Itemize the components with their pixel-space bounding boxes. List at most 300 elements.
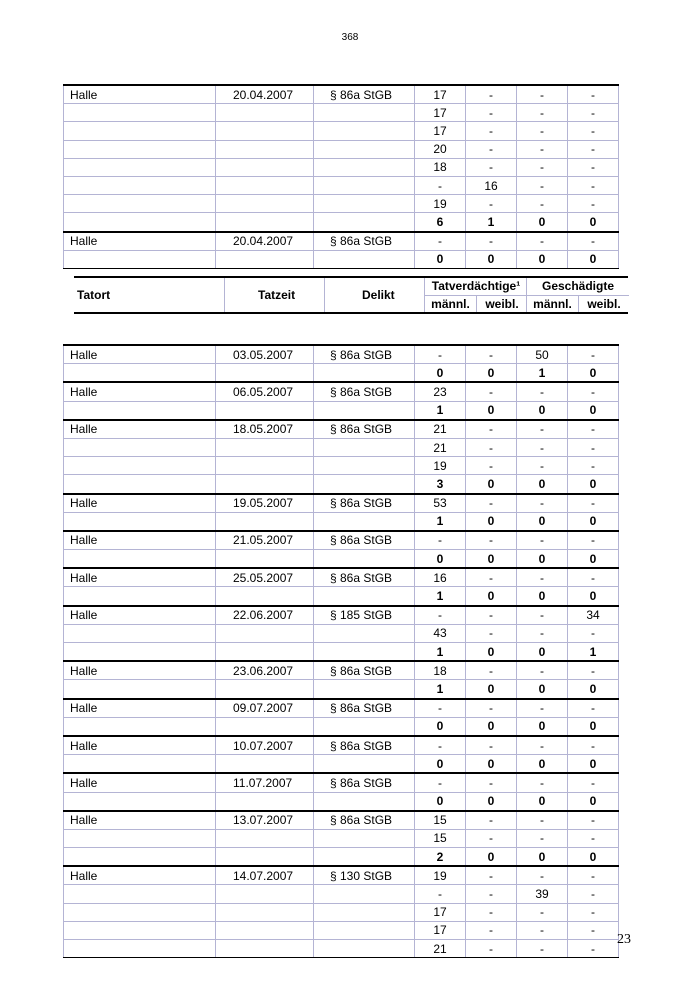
tatzeit-cell <box>216 213 314 232</box>
g-maennl-cell: 0 <box>517 587 568 606</box>
tatort-cell <box>64 364 216 383</box>
tv-weibl-cell: - <box>466 624 517 642</box>
tatzeit-cell <box>216 195 314 213</box>
g-maennl-cell: - <box>517 829 568 847</box>
g-maennl-cell: - <box>517 122 568 140</box>
tv-maennl-cell: 17 <box>415 122 466 140</box>
table-row <box>64 587 619 606</box>
g-maennl-cell: 0 <box>517 401 568 420</box>
g-maennl-cell: - <box>517 195 568 213</box>
delikt-cell: § 86a StGB <box>314 811 415 830</box>
header-tv-maennl: männl. <box>425 295 476 312</box>
tv-weibl-cell: 0 <box>466 401 517 420</box>
table-row <box>64 568 619 587</box>
tv-maennl-cell: 18 <box>415 661 466 680</box>
g-weibl-cell: - <box>568 866 619 885</box>
table-row <box>64 140 619 158</box>
tatort-cell: Halle <box>64 568 216 587</box>
tv-maennl-cell: 53 <box>415 494 466 513</box>
incident-table-main <box>63 344 619 958</box>
tv-weibl-cell: - <box>466 736 517 755</box>
tatort-cell <box>64 457 216 475</box>
tv-weibl-cell: 0 <box>466 643 517 662</box>
table-row <box>64 550 619 569</box>
tv-weibl-cell: 0 <box>466 364 517 383</box>
tv-maennl-cell: - <box>415 606 466 625</box>
incident-table-main-body <box>64 345 619 958</box>
g-weibl-cell: - <box>568 122 619 140</box>
header-tatort: Tatort <box>77 288 111 302</box>
tv-weibl-cell: 0 <box>466 680 517 699</box>
tatort-cell: Halle <box>64 736 216 755</box>
table-row <box>64 232 619 251</box>
table-row <box>64 792 619 811</box>
g-maennl-cell: 0 <box>517 475 568 494</box>
table-row <box>64 195 619 213</box>
tv-maennl-cell: 3 <box>415 475 466 494</box>
tatzeit-cell <box>216 512 314 531</box>
tatzeit-cell: 03.05.2007 <box>216 345 314 364</box>
tatzeit-cell <box>216 921 314 939</box>
header-g-maennl: männl. <box>527 295 578 312</box>
table-row <box>64 661 619 680</box>
tatzeit-cell <box>216 158 314 176</box>
tv-weibl-cell: - <box>466 494 517 513</box>
g-maennl-cell: - <box>517 866 568 885</box>
page-number-top: 368 <box>341 32 359 43</box>
delikt-cell <box>314 940 415 958</box>
g-weibl-cell: - <box>568 624 619 642</box>
header-delikt-cell <box>324 278 424 312</box>
tatzeit-cell: 13.07.2007 <box>216 811 314 830</box>
tv-maennl-cell: 17 <box>415 85 466 104</box>
table-row <box>64 680 619 699</box>
tv-weibl-cell: - <box>466 829 517 847</box>
tv-maennl-cell: 17 <box>415 104 466 122</box>
g-weibl-cell: - <box>568 699 619 718</box>
g-maennl-cell: - <box>517 531 568 550</box>
g-weibl-cell: - <box>568 903 619 921</box>
g-weibl-cell: - <box>568 85 619 104</box>
tv-weibl-cell: - <box>466 885 517 903</box>
tv-weibl-cell: - <box>466 85 517 104</box>
tv-weibl-cell: 0 <box>466 792 517 811</box>
tatzeit-cell <box>216 250 314 268</box>
tv-weibl-cell: - <box>466 531 517 550</box>
tatzeit-cell <box>216 176 314 194</box>
tv-weibl-cell: - <box>466 940 517 958</box>
tv-weibl-cell: 16 <box>466 176 517 194</box>
tv-maennl-cell: 15 <box>415 829 466 847</box>
tatzeit-cell <box>216 104 314 122</box>
header-delikt: Delikt <box>362 288 395 302</box>
g-maennl-cell: - <box>517 176 568 194</box>
tv-weibl-cell: - <box>466 195 517 213</box>
tv-weibl-cell: - <box>466 122 517 140</box>
tatzeit-cell: 22.06.2007 <box>216 606 314 625</box>
tv-maennl-cell: 21 <box>415 940 466 958</box>
tv-weibl-cell: - <box>466 420 517 439</box>
table-row <box>64 438 619 456</box>
g-maennl-cell: 0 <box>517 550 568 569</box>
g-maennl-cell: - <box>517 568 568 587</box>
tv-maennl-cell: 1 <box>415 587 466 606</box>
delikt-cell <box>314 213 415 232</box>
table-row <box>64 885 619 903</box>
delikt-cell: § 86a StGB <box>314 420 415 439</box>
table-row <box>64 606 619 625</box>
g-weibl-cell: 0 <box>568 587 619 606</box>
delikt-cell: § 86a StGB <box>314 531 415 550</box>
tatort-cell <box>64 475 216 494</box>
delikt-cell: § 86a StGB <box>314 736 415 755</box>
tv-weibl-cell: 0 <box>466 848 517 867</box>
table-row <box>64 773 619 792</box>
tv-maennl-cell: 0 <box>415 364 466 383</box>
tatzeit-cell <box>216 122 314 140</box>
g-maennl-cell: 50 <box>517 345 568 364</box>
g-maennl-cell: - <box>517 494 568 513</box>
g-weibl-cell: - <box>568 345 619 364</box>
g-weibl-cell: - <box>568 921 619 939</box>
tatzeit-cell: 20.04.2007 <box>216 85 314 104</box>
g-maennl-cell: - <box>517 903 568 921</box>
tatort-cell <box>64 885 216 903</box>
tatzeit-cell: 06.05.2007 <box>216 382 314 401</box>
table-row <box>64 176 619 194</box>
tatzeit-cell: 19.05.2007 <box>216 494 314 513</box>
tatort-cell <box>64 829 216 847</box>
tatort-cell: Halle <box>64 661 216 680</box>
tatort-cell: Halle <box>64 811 216 830</box>
header-tv-weibl: weibl. <box>476 295 527 312</box>
g-weibl-cell: 0 <box>568 792 619 811</box>
g-maennl-cell: 0 <box>517 848 568 867</box>
tv-maennl-cell: 6 <box>415 213 466 232</box>
tatort-cell <box>64 755 216 774</box>
g-weibl-cell: 0 <box>568 717 619 736</box>
delikt-cell <box>314 438 415 456</box>
delikt-cell: § 86a StGB <box>314 345 415 364</box>
tv-weibl-cell: - <box>466 773 517 792</box>
g-maennl-cell: - <box>517 438 568 456</box>
table-row <box>64 420 619 439</box>
tv-maennl-cell: - <box>415 176 466 194</box>
g-weibl-cell: - <box>568 232 619 251</box>
delikt-cell: § 86a StGB <box>314 382 415 401</box>
g-maennl-cell: - <box>517 85 568 104</box>
tv-weibl-cell: 0 <box>466 717 517 736</box>
header-geschaedigte-group <box>526 278 628 312</box>
table-row <box>64 85 619 104</box>
table-row <box>64 736 619 755</box>
tatort-cell: Halle <box>64 866 216 885</box>
table-row <box>64 494 619 513</box>
tatzeit-cell: 09.07.2007 <box>216 699 314 718</box>
tatzeit-cell <box>216 140 314 158</box>
delikt-cell: § 86a StGB <box>314 232 415 251</box>
tv-weibl-cell: - <box>466 866 517 885</box>
tv-maennl-cell: 1 <box>415 401 466 420</box>
g-maennl-cell: - <box>517 773 568 792</box>
tv-maennl-cell: 1 <box>415 512 466 531</box>
delikt-cell <box>314 587 415 606</box>
g-maennl-cell: 0 <box>517 755 568 774</box>
g-weibl-cell: 0 <box>568 550 619 569</box>
tatzeit-cell <box>216 717 314 736</box>
tv-maennl-cell: 0 <box>415 717 466 736</box>
tatzeit-cell <box>216 848 314 867</box>
table-row <box>64 643 619 662</box>
delikt-cell <box>314 680 415 699</box>
tatzeit-cell <box>216 885 314 903</box>
tv-maennl-cell: 21 <box>415 438 466 456</box>
header-tatzeit: Tatzeit <box>258 288 296 302</box>
delikt-cell <box>314 550 415 569</box>
tv-maennl-cell: - <box>415 232 466 251</box>
tatort-cell <box>64 401 216 420</box>
tv-maennl-cell: 43 <box>415 624 466 642</box>
g-weibl-cell: 0 <box>568 755 619 774</box>
tv-weibl-cell: - <box>466 568 517 587</box>
g-maennl-cell: - <box>517 811 568 830</box>
tv-maennl-cell: 18 <box>415 158 466 176</box>
table-row <box>64 903 619 921</box>
tatzeit-cell <box>216 587 314 606</box>
tatzeit-cell: 25.05.2007 <box>216 568 314 587</box>
tv-maennl-cell: 23 <box>415 382 466 401</box>
g-maennl-cell: - <box>517 699 568 718</box>
tatort-cell <box>64 512 216 531</box>
g-maennl-cell: - <box>517 382 568 401</box>
g-weibl-cell: 0 <box>568 250 619 268</box>
delikt-cell: § 185 StGB <box>314 606 415 625</box>
g-maennl-cell: 1 <box>517 364 568 383</box>
g-maennl-cell: - <box>517 104 568 122</box>
tv-weibl-cell: - <box>466 345 517 364</box>
tatort-cell <box>64 643 216 662</box>
g-weibl-cell: - <box>568 176 619 194</box>
tv-weibl-cell: 0 <box>466 550 517 569</box>
g-maennl-cell: 0 <box>517 512 568 531</box>
header-geschaedigte: Geschädigte <box>541 279 615 293</box>
delikt-cell: § 86a StGB <box>314 568 415 587</box>
table-row <box>64 811 619 830</box>
tatzeit-cell: 21.05.2007 <box>216 531 314 550</box>
tv-weibl-cell: 0 <box>466 587 517 606</box>
table-row <box>64 940 619 958</box>
delikt-cell: § 86a StGB <box>314 661 415 680</box>
tv-weibl-cell: - <box>466 811 517 830</box>
tv-maennl-cell: 19 <box>415 457 466 475</box>
tv-maennl-cell: - <box>415 345 466 364</box>
tatort-cell <box>64 213 216 232</box>
tv-maennl-cell: - <box>415 773 466 792</box>
tv-weibl-cell: - <box>466 606 517 625</box>
tatort-cell <box>64 158 216 176</box>
g-weibl-cell: - <box>568 420 619 439</box>
delikt-cell <box>314 158 415 176</box>
tv-weibl-cell: - <box>466 382 517 401</box>
table-row <box>64 213 619 232</box>
g-weibl-cell: - <box>568 494 619 513</box>
delikt-cell <box>314 104 415 122</box>
tatzeit-cell <box>216 940 314 958</box>
table-row <box>64 475 619 494</box>
table-row <box>64 401 619 420</box>
delikt-cell <box>314 250 415 268</box>
g-maennl-cell: - <box>517 606 568 625</box>
g-weibl-cell: - <box>568 568 619 587</box>
tatzeit-cell <box>216 364 314 383</box>
table-row <box>64 250 619 268</box>
table-row <box>64 158 619 176</box>
tatort-cell <box>64 250 216 268</box>
delikt-cell <box>314 176 415 194</box>
tv-maennl-cell: 19 <box>415 866 466 885</box>
tatzeit-cell <box>216 475 314 494</box>
tatzeit-cell <box>216 624 314 642</box>
tatzeit-cell <box>216 903 314 921</box>
tatort-cell <box>64 903 216 921</box>
tatort-cell <box>64 104 216 122</box>
table-row <box>64 717 619 736</box>
tatort-cell: Halle <box>64 345 216 364</box>
delikt-cell <box>314 829 415 847</box>
tatort-cell <box>64 438 216 456</box>
g-weibl-cell: - <box>568 773 619 792</box>
tv-weibl-cell: - <box>466 457 517 475</box>
tatzeit-cell <box>216 680 314 699</box>
incident-table-top-body <box>64 85 619 268</box>
g-weibl-cell: 0 <box>568 364 619 383</box>
g-maennl-cell: 0 <box>517 213 568 232</box>
tatort-cell <box>64 195 216 213</box>
tatzeit-cell <box>216 457 314 475</box>
delikt-cell <box>314 512 415 531</box>
tv-maennl-cell: 0 <box>415 755 466 774</box>
tv-maennl-cell: 0 <box>415 792 466 811</box>
header-tatzeit-cell <box>224 278 324 312</box>
tv-maennl-cell: 17 <box>415 921 466 939</box>
tatort-cell <box>64 140 216 158</box>
tatort-cell <box>64 624 216 642</box>
tv-maennl-cell: - <box>415 699 466 718</box>
tv-weibl-cell: 0 <box>466 512 517 531</box>
tv-weibl-cell: 0 <box>466 475 517 494</box>
g-maennl-cell: - <box>517 140 568 158</box>
tv-maennl-cell: 0 <box>415 250 466 268</box>
g-maennl-cell: 0 <box>517 250 568 268</box>
delikt-cell <box>314 364 415 383</box>
tatzeit-cell <box>216 829 314 847</box>
tv-weibl-cell: - <box>466 661 517 680</box>
delikt-cell <box>314 885 415 903</box>
tatzeit-cell <box>216 438 314 456</box>
tatzeit-cell: 20.04.2007 <box>216 232 314 251</box>
tv-maennl-cell: 2 <box>415 848 466 867</box>
g-weibl-cell: - <box>568 438 619 456</box>
g-weibl-cell: - <box>568 457 619 475</box>
tatort-cell <box>64 921 216 939</box>
tv-weibl-cell: - <box>466 903 517 921</box>
incident-table-top <box>63 84 619 269</box>
tatzeit-cell <box>216 401 314 420</box>
tv-maennl-cell: - <box>415 885 466 903</box>
delikt-cell <box>314 921 415 939</box>
tv-weibl-cell: - <box>466 104 517 122</box>
tatort-cell: Halle <box>64 606 216 625</box>
tv-weibl-cell: 0 <box>466 250 517 268</box>
tatort-cell: Halle <box>64 494 216 513</box>
g-maennl-cell: - <box>517 921 568 939</box>
g-weibl-cell: 0 <box>568 680 619 699</box>
tv-weibl-cell: - <box>466 699 517 718</box>
g-weibl-cell: - <box>568 104 619 122</box>
tv-weibl-cell: - <box>466 140 517 158</box>
tatort-cell: Halle <box>64 773 216 792</box>
g-weibl-cell: 34 <box>568 606 619 625</box>
g-weibl-cell: - <box>568 661 619 680</box>
g-maennl-cell: - <box>517 457 568 475</box>
delikt-cell <box>314 140 415 158</box>
header-tatverdaechtige-group <box>424 278 526 312</box>
delikt-cell: § 86a StGB <box>314 699 415 718</box>
table-row <box>64 866 619 885</box>
tatort-cell <box>64 848 216 867</box>
g-maennl-cell: - <box>517 420 568 439</box>
tv-maennl-cell: 0 <box>415 550 466 569</box>
delikt-cell <box>314 475 415 494</box>
delikt-cell <box>314 457 415 475</box>
g-maennl-cell: - <box>517 232 568 251</box>
tatort-cell: Halle <box>64 699 216 718</box>
g-weibl-cell: - <box>568 885 619 903</box>
g-maennl-cell: 0 <box>517 680 568 699</box>
tatort-cell: Halle <box>64 382 216 401</box>
tv-weibl-cell: - <box>466 158 517 176</box>
delikt-cell: § 86a StGB <box>314 494 415 513</box>
tv-maennl-cell: - <box>415 736 466 755</box>
header-tatverdaechtige: Tatverdächtige¹ <box>431 279 521 293</box>
tatort-cell: Halle <box>64 531 216 550</box>
tatort-cell <box>64 792 216 811</box>
g-weibl-cell: 0 <box>568 401 619 420</box>
g-maennl-cell: - <box>517 624 568 642</box>
tv-maennl-cell: 15 <box>415 811 466 830</box>
tv-maennl-cell: 1 <box>415 680 466 699</box>
delikt-cell <box>314 195 415 213</box>
delikt-cell <box>314 755 415 774</box>
g-weibl-cell: - <box>568 382 619 401</box>
delikt-cell <box>314 624 415 642</box>
g-maennl-cell: - <box>517 940 568 958</box>
g-weibl-cell: - <box>568 811 619 830</box>
tv-maennl-cell: 19 <box>415 195 466 213</box>
g-maennl-cell: 39 <box>517 885 568 903</box>
table-row <box>64 122 619 140</box>
tv-weibl-cell: - <box>466 921 517 939</box>
tatort-cell: Halle <box>64 420 216 439</box>
table-row <box>64 699 619 718</box>
delikt-cell <box>314 401 415 420</box>
g-maennl-cell: - <box>517 158 568 176</box>
table-row <box>64 364 619 383</box>
tatzeit-cell: 11.07.2007 <box>216 773 314 792</box>
table-row <box>64 512 619 531</box>
tatort-cell <box>64 717 216 736</box>
table-row <box>64 755 619 774</box>
